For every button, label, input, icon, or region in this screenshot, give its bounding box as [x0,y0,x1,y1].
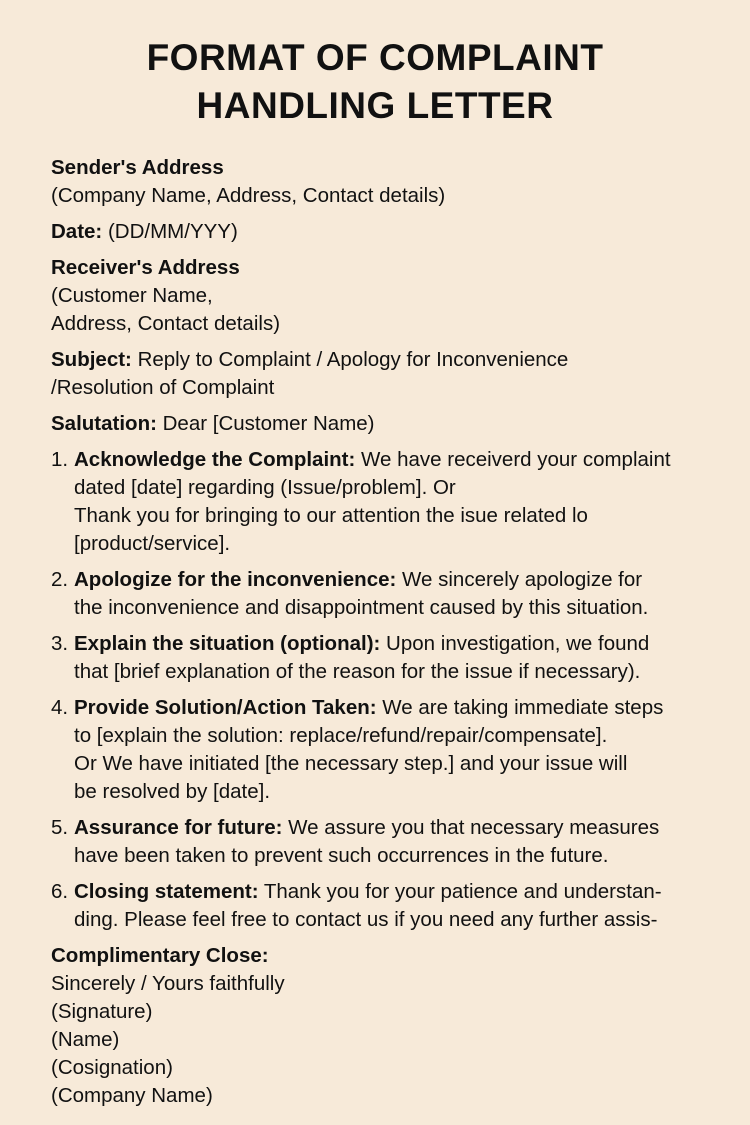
step-heading: Provide Solution/Action Taken: [74,696,377,719]
step-text-line: be resolved by [date]. [74,780,271,803]
salutation-label: Salutation: [51,412,157,435]
salutation-section [51,410,720,438]
step-text: We sincerely apologize for [396,568,643,591]
receiver-line-2: Address, Contact details) [51,312,281,335]
step-text: We have receiverd your complaint [355,448,671,471]
subject-label: Subject: [51,348,132,371]
step-text-line: ding. Please feel free to contact us if you need any further assis- [74,908,658,931]
title-line-1: FORMAT OF COMPLAINT [146,37,604,78]
step-heading: Assurance for future: [74,816,283,839]
step-text-line: have been taken to prevent such occurrences in the future. [74,844,609,867]
sender-label: Sender's Address [51,156,224,179]
date-value: (DD/MM/YYY) [102,220,238,243]
step-text-line: Thank you for bringing to our attention the isue related lo [74,504,588,527]
step-text: We assure you that necessary measures [282,816,660,839]
close-label: Complimentary Close: [51,944,269,967]
list-item [51,630,720,686]
salutation-value: Dear [Customer Name) [156,412,375,435]
subject-section [51,346,720,402]
step-heading: Closing statement: [74,880,259,903]
subject-line-2: /Resolution of Complaint [51,376,275,399]
title-line-2: HANDLING LETTER [196,85,554,126]
close-line: (Signature) [51,1000,153,1023]
sender-value: (Company Name, Address, Contact details) [51,184,446,207]
list-item [51,814,720,870]
steps-list [51,446,720,934]
date-label: Date: [51,220,103,243]
list-item [51,566,720,622]
close-section [51,942,720,1110]
step-number: 5. [51,816,69,839]
close-line: Sincerely / Yours faithfully [51,972,285,995]
step-text-line: to [explain the solution: replace/refund/repair/compensate]. [74,724,608,747]
step-heading: Acknowledge the Complaint: [74,448,356,471]
close-line: (Cosignation) [51,1056,173,1079]
step-text: We are taking immediate steps [376,696,664,719]
step-number: 4. [51,696,69,719]
step-heading: Apologize for the inconvenience: [74,568,397,591]
step-number: 2. [51,568,69,591]
receiver-label: Receiver's Address [51,256,240,279]
letter-content [51,154,720,1110]
step-number: 3. [51,632,69,655]
step-number: 1. [51,448,69,471]
step-text-line: that [brief explanation of the reason for the issue if necessary). [74,660,641,683]
receiver-section [51,254,720,338]
list-item [51,446,720,558]
step-text-line: dated [date] regarding (Issue/problem]. Or [74,476,456,499]
step-heading: Explain the situation (optional): [74,632,381,655]
list-item [51,694,720,806]
step-text-line: Or We have initiated [the necessary step.] and your issue will [74,752,628,775]
close-line: (Company Name) [51,1084,213,1107]
step-text-line: the inconvenience and disappointment caused by this situation. [74,596,649,619]
date-section [51,218,720,246]
step-text: Upon investigation, we found [380,632,650,655]
close-line: (Name) [51,1028,120,1051]
page-title [30,34,720,130]
sender-section [51,154,720,210]
list-item [51,878,720,934]
step-text: Thank you for your patience and understan- [258,880,662,903]
receiver-line-1: (Customer Name, [51,284,213,307]
step-number: 6. [51,880,69,903]
step-text-line: [product/service]. [74,532,231,555]
subject-line-1: Reply to Complaint / Apology for Inconvenience [131,348,569,371]
